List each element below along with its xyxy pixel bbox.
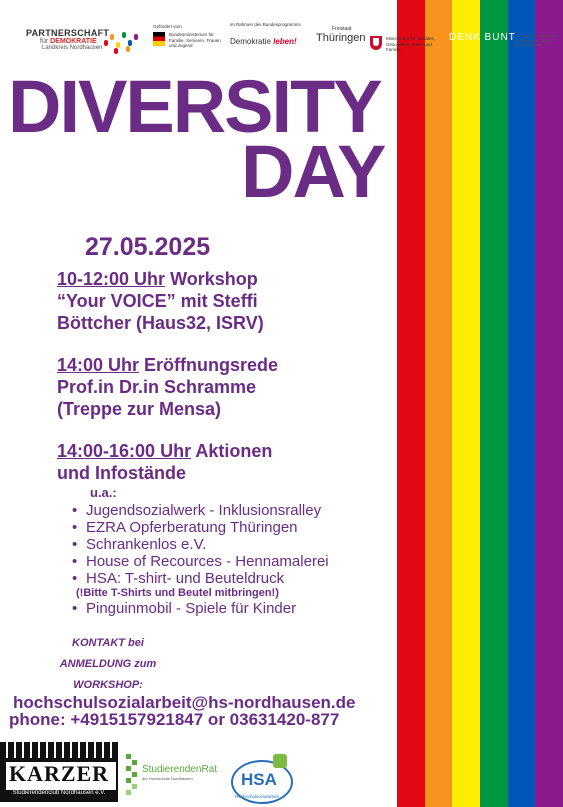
stripe-blue [508, 0, 536, 807]
studierendenrat-logo [124, 752, 224, 800]
list-item: • EZRA Opferberatung Thüringen [72, 519, 329, 536]
thueringen-big: Thüringen [316, 32, 366, 44]
thueringen-ministry: Ministerium für Soziales, Gesundheit, Arbeit und Familie [386, 36, 436, 52]
list-item: • Pinguinmobil - Spiele für Kinder [72, 600, 296, 617]
stripe-purple [535, 0, 563, 807]
karzer-sub: Studierendenclub Nordhausen e.V. [12, 790, 106, 796]
title-day: DAY [241, 130, 385, 213]
denk-bunt-sub: Thüringer Landesprogramm für Demokratie, Toleranz und Weltoffenheit [515, 34, 559, 47]
kontakt-line: WORKSHOP: [73, 679, 143, 691]
thueringen-shield-icon [370, 36, 382, 50]
stands-list [72, 502, 329, 587]
stura-word: StudierendenRat [142, 764, 218, 775]
event-detail: und Infostände [57, 463, 186, 483]
hsa-word: HSA [241, 770, 277, 789]
thueringen-small: Freistaat [332, 26, 352, 32]
list-item: • Jugendsozialwerk - Inklusionsralley [72, 502, 329, 519]
stands-list-2 [72, 600, 296, 617]
stripe-orange [425, 0, 453, 807]
partnerschaft-line1: PARTNERSCHAFT [26, 28, 110, 38]
demokratie-word: Demokratie leben! [230, 37, 297, 46]
event-detail: “Your VOICE” mit Steffi [57, 291, 258, 311]
event-time: 14:00 Uhr [57, 355, 140, 375]
event-title: Eröffnungsrede [139, 355, 279, 375]
partnerschaft-line2: für DEMOKRATIE [40, 38, 97, 45]
stripe-yellow [452, 0, 480, 807]
ua-label: u.a.: [90, 485, 117, 500]
stripe-red [397, 0, 425, 807]
karzer-logo [0, 742, 118, 802]
partnerschaft-line3: Landkreis Nordhausen [42, 45, 103, 51]
german-flag-icon [153, 32, 165, 46]
kontakt-line: KONTAKT bei [72, 637, 144, 649]
title-diversity: DIVERSITY [8, 65, 381, 148]
puzzle-icon [273, 754, 287, 768]
kontakt-line: ANMELDUNG zum [59, 658, 157, 670]
event-time: 14:00-16:00 Uhr [57, 441, 192, 461]
event-detail: Prof.in Dr.in Schramme [57, 377, 257, 397]
event-detail: (Treppe zur Mensa) [57, 399, 222, 419]
list-item: • House of Recources - Hennamalerei [72, 553, 329, 570]
event-workshop [57, 268, 264, 334]
partnerschaft-logo [26, 28, 136, 66]
bring-shirts-note: (!Bitte T-Shirts und Beutel mitbringen!) [76, 587, 279, 599]
denk-bunt-word: DENK BUNT [449, 32, 516, 43]
list-item: • Schrankenlos e.V. [72, 536, 329, 553]
rainbow-stripes [397, 0, 563, 807]
demokratie-small: im Rahmen des Bundesprogramms [230, 22, 301, 27]
event-time: 10-12:00 Uhr [57, 269, 166, 289]
event-title: Workshop [165, 269, 258, 289]
karzer-word: KARZER [8, 761, 110, 786]
event-actions [57, 440, 272, 484]
contact-phone[interactable]: phone: +4915157921847 or 03631420-877 [9, 710, 340, 729]
hsa-sub: Hochschulsozialarbeit [235, 794, 279, 799]
event-opening [57, 354, 278, 420]
bmfsfj-top: Gefördert vom [153, 24, 182, 29]
kontakt-label [38, 633, 178, 696]
stura-sub: der Hochschule Nordhausen [142, 776, 193, 781]
partnerschaft-dots-icon [104, 30, 138, 54]
stripe-green [480, 0, 508, 807]
demokratie-leben-logo [230, 22, 310, 62]
bmfsfj-text: Bundesministerium für Familie, Senioren, Frauen und Jugend [169, 32, 221, 48]
karzer-stripes-icon [0, 742, 118, 758]
event-title: Aktionen [191, 441, 273, 461]
event-detail: Böttcher (Haus32, ISRV) [57, 313, 264, 333]
hsa-logo [229, 750, 299, 804]
bmfsfj-logo [145, 20, 225, 64]
event-date: 27.05.2025 [85, 233, 211, 261]
list-item: • HSA: T-shirt- und Beuteldruck [72, 570, 329, 587]
thueringen-logo [316, 26, 436, 62]
denk-bunt-logo [449, 32, 559, 58]
contact-email[interactable]: hochschulsozialarbeit@hs-nordhausen.de [13, 693, 356, 712]
